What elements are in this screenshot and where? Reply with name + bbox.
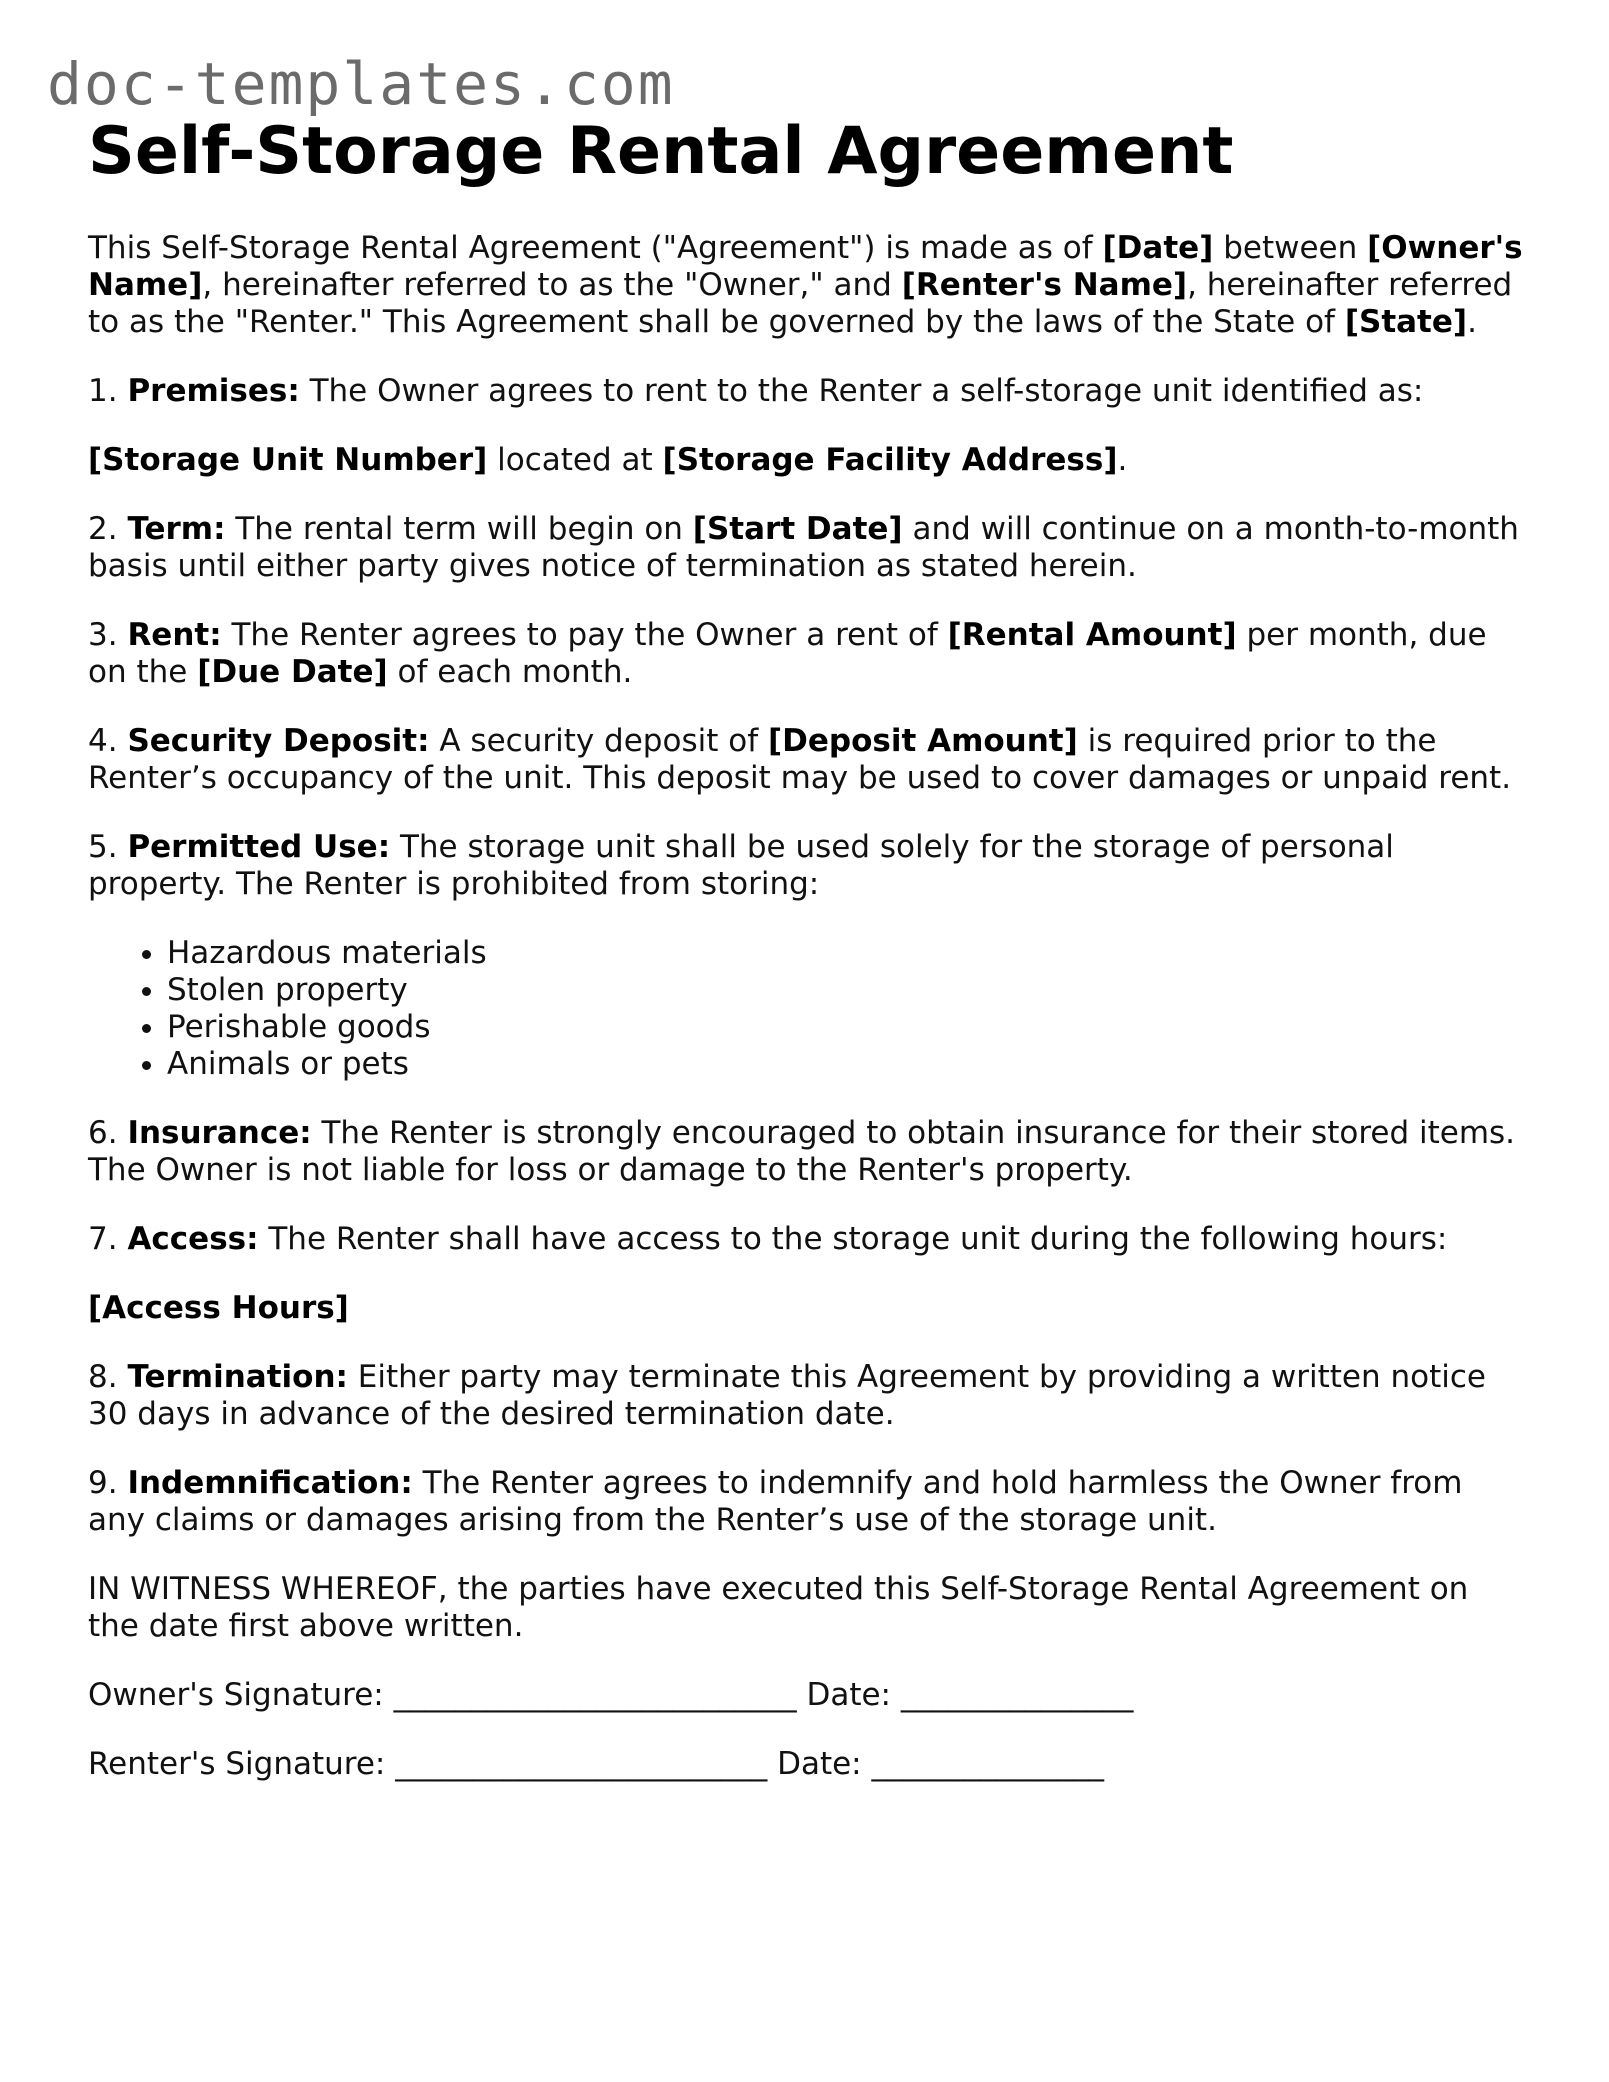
state-placeholder: [State]	[1344, 304, 1468, 340]
section-label: Termination:	[127, 1359, 348, 1395]
renter-signature-label: Renter's Signature:	[88, 1746, 396, 1782]
section-text: The Owner agrees to rent to the Renter a self-storage unit identified as:	[299, 373, 1424, 409]
located-text: located at	[487, 442, 663, 478]
section-label: Rent:	[127, 617, 222, 653]
term-text-1: The rental term will begin on	[225, 511, 693, 547]
section-text: The Renter is strongly encouraged to obtain insurance for their stored items. The Owner is not liable for loss or damage to the Renter's property.	[88, 1115, 1516, 1188]
renter-date-label: Date:	[767, 1746, 872, 1782]
document-title: Self-Storage Rental Agreement	[88, 114, 1234, 189]
section-label: Term:	[127, 511, 226, 547]
owner-signature-label: Owner's Signature:	[88, 1677, 394, 1713]
section-term	[88, 511, 1528, 585]
owner-signature-field[interactable]: __________________________	[393, 1677, 797, 1713]
intro-text-1: This Self-Storage Rental Agreement ("Agreement") is made as of	[88, 230, 1103, 266]
deposit-text-1: A security deposit of	[429, 723, 768, 759]
intro-text-2: between	[1213, 230, 1368, 266]
intro-paragraph	[88, 230, 1528, 341]
section-number: 6.	[88, 1115, 128, 1151]
document-page	[88, 112, 1528, 1815]
section-text: The storage unit shall be used solely for the storage of personal property. The Renter is prohibited from storing:	[88, 829, 1394, 902]
section-security-deposit	[88, 723, 1528, 797]
renter-signature-field[interactable]: ________________________	[395, 1746, 768, 1782]
rent-text-3: of each month.	[387, 654, 633, 690]
section-number: 4.	[88, 723, 128, 759]
witness-paragraph: IN WITNESS WHEREOF, the parties have executed this Self-Storage Rental Agreement on the date first above written.	[88, 1571, 1469, 1644]
section-text: The Renter shall have access to the storage unit during the following hours:	[258, 1221, 1448, 1257]
section-label: Indemnification:	[127, 1465, 413, 1501]
watermark: doc-templates.com	[47, 50, 675, 118]
section-label: Premises:	[127, 373, 300, 409]
list-item: • Animals or pets	[167, 1046, 1528, 1083]
section-access	[88, 1221, 1528, 1258]
premises-end: .	[1117, 442, 1128, 478]
premises-unit-line	[88, 442, 1528, 479]
section-number: 8.	[88, 1359, 128, 1395]
intro-text-4: , hereinafter referred to as the "Renter." This Agreement shall be governed by the laws of the State of	[88, 267, 1513, 340]
rent-text-1: The Renter agrees to pay the Owner a rent of	[221, 617, 948, 653]
section-label: Access:	[127, 1221, 259, 1257]
start-date-placeholder: [Start Date]	[692, 511, 903, 547]
list-item: • Perishable goods	[167, 1009, 1528, 1046]
rental-amount-placeholder: [Rental Amount]	[947, 617, 1237, 653]
facility-address-placeholder: [Storage Facility Address]	[662, 442, 1118, 478]
date-placeholder: [Date]	[1102, 230, 1214, 266]
renter-signature-line	[88, 1746, 1528, 1783]
deposit-text-2: is required prior to the Renter’s occupancy of the unit. This deposit may be used to cover damages or unpaid rent.	[88, 723, 1512, 796]
term-text-2: and will continue on a month-to-month basis until either party gives notice of termination as stated herein.	[88, 511, 1519, 584]
section-text: The Renter agrees to indemnify and hold harmless the Owner from any claims or damages arising from the Renter’s use of the storage unit.	[88, 1465, 1463, 1538]
renter-date-field[interactable]: _______________	[871, 1746, 1104, 1782]
section-premises	[88, 373, 1528, 410]
section-insurance	[88, 1115, 1528, 1189]
unit-number-placeholder: [Storage Unit Number]	[88, 442, 488, 478]
section-label: Permitted Use:	[127, 829, 391, 865]
prohibited-items-list	[88, 935, 1528, 1083]
rent-text-2: per month, due on the	[88, 617, 1487, 690]
deposit-amount-placeholder: [Deposit Amount]	[767, 723, 1078, 759]
section-label: Security Deposit:	[127, 723, 430, 759]
section-indemnification	[88, 1465, 1528, 1539]
owner-date-field[interactable]: _______________	[900, 1677, 1134, 1713]
section-text: Either party may terminate this Agreement by providing a written notice 30 days in advance of the desired termination date.	[88, 1359, 1486, 1432]
section-number: 3.	[88, 617, 128, 653]
section-number: 7.	[88, 1221, 128, 1257]
section-number: 2.	[88, 511, 128, 547]
intro-text-5: .	[1467, 304, 1477, 340]
section-number: 5.	[88, 829, 128, 865]
owner-name-placeholder: [Owner's Name]	[88, 230, 1523, 303]
intro-text-3: , hereinafter referred to as the "Owner," and	[202, 267, 902, 303]
document-body	[88, 230, 1528, 1783]
section-label: Insurance:	[127, 1115, 312, 1151]
section-permitted-use	[88, 829, 1528, 903]
list-item: • Hazardous materials	[167, 935, 1528, 972]
section-number: 9.	[88, 1465, 128, 1501]
access-hours-line	[88, 1290, 1528, 1327]
renter-name-placeholder: [Renter's Name]	[901, 267, 1188, 303]
owner-signature-line	[88, 1677, 1528, 1714]
section-termination	[88, 1359, 1528, 1433]
owner-date-label: Date:	[796, 1677, 901, 1713]
access-hours-placeholder: [Access Hours]	[88, 1290, 349, 1326]
section-rent	[88, 617, 1528, 691]
list-item: • Stolen property	[167, 972, 1528, 1009]
due-date-placeholder: [Due Date]	[197, 654, 388, 690]
section-number: 1.	[88, 373, 128, 409]
